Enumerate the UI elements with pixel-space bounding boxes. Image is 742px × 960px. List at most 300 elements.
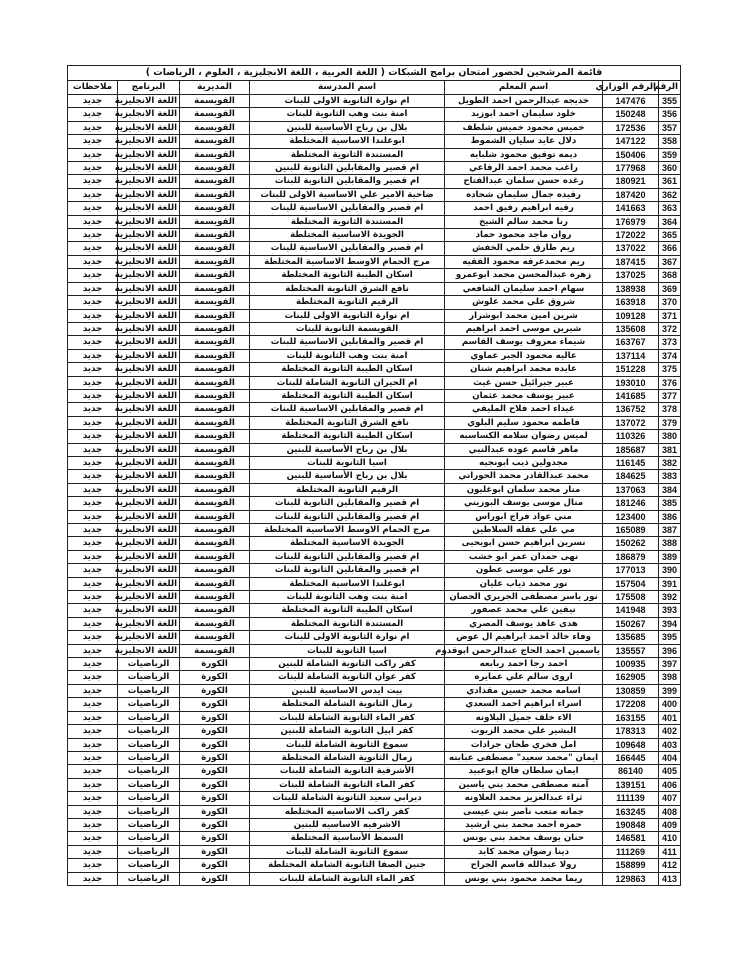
table-row: [68, 269, 681, 282]
school-name-cell: السمط الأساسية المختلطة: [250, 832, 445, 845]
notes-cell: جديد: [68, 363, 118, 376]
notes-cell: جديد: [68, 845, 118, 858]
teacher-name-cell: محمد عبدالقادر محمد الحوراني: [445, 470, 603, 483]
program-cell: اللغة الانجليزية: [118, 591, 180, 604]
ministry-number-cell: 116145: [603, 456, 659, 469]
row-index-cell: 413: [659, 872, 681, 885]
candidates-table: [67, 65, 681, 886]
table-row: [68, 363, 681, 376]
teacher-name-cell: ايمان سلطان فالح ابوعبيد: [445, 765, 603, 778]
table-row: [68, 135, 681, 148]
teacher-name-cell: رولا عبدالله قاسم الجراح: [445, 859, 603, 872]
teacher-name-cell: ريما محمد محمود بني يونس: [445, 872, 603, 885]
school-name-cell: سموع الثانوية الشاملة للبنات: [250, 845, 445, 858]
ministry-number-cell: 187420: [603, 188, 659, 201]
teacher-name-cell: نور محمد ذياب عليان: [445, 577, 603, 590]
ministry-number-cell: 193010: [603, 376, 659, 389]
program-cell: الرياضيات: [118, 684, 180, 697]
teacher-name-cell: فاطمه محمود سليم البلوي: [445, 416, 603, 429]
ministry-number-cell: 158899: [603, 859, 659, 872]
teacher-name-cell: جمانه متعب ناصر بني عيسى: [445, 805, 603, 818]
teacher-name-cell: ماهر قاسم عوده عبدالنبي: [445, 443, 603, 456]
teacher-name-cell: خميس محمود خميس شلطف: [445, 121, 603, 134]
program-cell: الرياضيات: [118, 658, 180, 671]
teacher-name-cell: خديجه عبدالرحمن احمد الطويل: [445, 95, 603, 108]
program-cell: الرياضيات: [118, 751, 180, 764]
school-name-cell: نافع الشرق الثانوية المختلطة: [250, 416, 445, 429]
notes-cell: جديد: [68, 631, 118, 644]
school-name-cell: زمال الثانوية الشاملة المختلطة: [250, 698, 445, 711]
table-row: [68, 604, 681, 617]
row-index-cell: 390: [659, 564, 681, 577]
notes-cell: جديد: [68, 644, 118, 657]
school-name-cell: امنة بنت وهب الثانوية للبنات: [250, 591, 445, 604]
ministry-number-cell: 141685: [603, 389, 659, 402]
table-row: [68, 175, 681, 188]
ministry-number-cell: 163918: [603, 296, 659, 309]
notes-cell: جديد: [68, 604, 118, 617]
ministry-number-cell: 135557: [603, 644, 659, 657]
notes-cell: جديد: [68, 751, 118, 764]
row-index-cell: 375: [659, 363, 681, 376]
ministry-number-cell: 157504: [603, 577, 659, 590]
ministry-number-cell: 178313: [603, 725, 659, 738]
ministry-number-cell: 184625: [603, 470, 659, 483]
ministry-number-cell: 172022: [603, 229, 659, 242]
teacher-name-cell: دلال عايد سليان الشموط: [445, 135, 603, 148]
table-row: [68, 818, 681, 831]
notes-cell: جديد: [68, 818, 118, 831]
row-index-cell: 396: [659, 644, 681, 657]
ministry-number-cell: 86140: [603, 765, 659, 778]
program-cell: اللغة الانجليزية: [118, 456, 180, 469]
directorate-cell: الكورة: [180, 751, 250, 764]
school-name-cell: كفر ابيل الثانوية الشاملة للبنين: [250, 725, 445, 738]
row-index-cell: 357: [659, 121, 681, 134]
row-index-cell: 386: [659, 510, 681, 523]
directorate-cell: القويسمة: [180, 135, 250, 148]
teacher-name-cell: دينا رضوان محمد كايد: [445, 845, 603, 858]
ministry-number-cell: 175508: [603, 591, 659, 604]
school-name-cell: الرقيم الثانوية المختلطة: [250, 296, 445, 309]
program-cell: اللغة الانجليزية: [118, 403, 180, 416]
notes-cell: جديد: [68, 175, 118, 188]
header-directorate: المديرية: [180, 81, 250, 95]
teacher-name-cell: شروق علي محمد علوش: [445, 296, 603, 309]
directorate-cell: الكورة: [180, 845, 250, 858]
table-row: [68, 162, 681, 175]
directorate-cell: الكورة: [180, 805, 250, 818]
ministry-number-cell: 176979: [603, 215, 659, 228]
notes-cell: جديد: [68, 255, 118, 268]
table-body: [68, 95, 681, 886]
directorate-cell: القويسمة: [180, 175, 250, 188]
directorate-cell: القويسمة: [180, 550, 250, 563]
table-row: [68, 430, 681, 443]
directorate-cell: الكورة: [180, 725, 250, 738]
table-row: [68, 725, 681, 738]
program-cell: اللغة الانجليزية: [118, 135, 180, 148]
ministry-number-cell: 111269: [603, 845, 659, 858]
row-index-cell: 408: [659, 805, 681, 818]
notes-cell: جديد: [68, 805, 118, 818]
row-index-cell: 382: [659, 456, 681, 469]
row-index-cell: 394: [659, 617, 681, 630]
table-row: [68, 202, 681, 215]
program-cell: الرياضيات: [118, 818, 180, 831]
row-index-cell: 389: [659, 550, 681, 563]
teacher-name-cell: رغده حسن سلمان عبدالفتاح: [445, 175, 603, 188]
directorate-cell: القويسمة: [180, 389, 250, 402]
teacher-name-cell: روان ماجد محمود حماد: [445, 229, 603, 242]
ministry-number-cell: 163155: [603, 711, 659, 724]
school-name-cell: سموع الثانوية الشاملة للبنات: [250, 738, 445, 751]
directorate-cell: القويسمة: [180, 631, 250, 644]
school-name-cell: امنة بنت وهب الثانوية للبنات: [250, 349, 445, 362]
program-cell: الرياضيات: [118, 738, 180, 751]
table-row: [68, 188, 681, 201]
program-cell: اللغة الانجليزية: [118, 148, 180, 161]
ministry-number-cell: 190848: [603, 818, 659, 831]
table-row: [68, 95, 681, 108]
school-name-cell: كفر الماء الثانوية الشاملة للبنات: [250, 711, 445, 724]
ministry-number-cell: 111139: [603, 792, 659, 805]
ministry-number-cell: 150267: [603, 617, 659, 630]
school-name-cell: ام قصير والمقابلين الاساسية للبنات: [250, 403, 445, 416]
notes-cell: جديد: [68, 617, 118, 630]
ministry-number-cell: 123400: [603, 510, 659, 523]
row-index-cell: 385: [659, 497, 681, 510]
table-row: [68, 255, 681, 268]
directorate-cell: القويسمة: [180, 403, 250, 416]
notes-cell: جديد: [68, 456, 118, 469]
program-cell: اللغة الانجليزية: [118, 309, 180, 322]
table-row: [68, 751, 681, 764]
row-index-cell: 410: [659, 832, 681, 845]
teacher-name-cell: البشير علي محمد الزيوت: [445, 725, 603, 738]
header-school-name: اسم المدرسة: [250, 81, 445, 95]
program-cell: اللغة الانجليزية: [118, 497, 180, 510]
program-cell: الرياضيات: [118, 792, 180, 805]
directorate-cell: القويسمة: [180, 443, 250, 456]
school-name-cell: الجويدة الاساسية المختلطة: [250, 537, 445, 550]
row-index-cell: 392: [659, 591, 681, 604]
program-cell: اللغة الانجليزية: [118, 255, 180, 268]
school-name-cell: ام قصير والمقابلين الاساسية للبنات: [250, 202, 445, 215]
teacher-name-cell: عاليه محمود الجبر عماوي: [445, 349, 603, 362]
program-cell: اللغة الانجليزية: [118, 564, 180, 577]
directorate-cell: الكورة: [180, 698, 250, 711]
program-cell: الرياضيات: [118, 711, 180, 724]
ministry-number-cell: 137114: [603, 349, 659, 362]
teacher-name-cell: غيداء احمد فلاح المليفي: [445, 403, 603, 416]
row-index-cell: 387: [659, 524, 681, 537]
row-index-cell: 411: [659, 845, 681, 858]
program-cell: اللغة الانجليزية: [118, 349, 180, 362]
program-cell: اللغة الانجليزية: [118, 229, 180, 242]
table-row: [68, 510, 681, 523]
teacher-name-cell: وفاء خالد احمد ابراهيم ال عوض: [445, 631, 603, 644]
notes-cell: جديد: [68, 671, 118, 684]
directorate-cell: القويسمة: [180, 336, 250, 349]
school-name-cell: الأشرفية الثانوية الشاملة للبنات: [250, 765, 445, 778]
notes-cell: جديد: [68, 577, 118, 590]
notes-cell: جديد: [68, 859, 118, 872]
notes-cell: جديد: [68, 309, 118, 322]
directorate-cell: القويسمة: [180, 108, 250, 121]
row-index-cell: 381: [659, 443, 681, 456]
directorate-cell: القويسمة: [180, 322, 250, 335]
school-name-cell: نافع الشرق الثانوية المختلطة: [250, 282, 445, 295]
row-index-cell: 393: [659, 604, 681, 617]
notes-cell: جديد: [68, 389, 118, 402]
directorate-cell: الكورة: [180, 778, 250, 791]
teacher-name-cell: عايده محمد ابراهيم شنان: [445, 363, 603, 376]
program-cell: اللغة الانجليزية: [118, 175, 180, 188]
ministry-number-cell: 141948: [603, 604, 659, 617]
table-row: [68, 229, 681, 242]
notes-cell: جديد: [68, 282, 118, 295]
directorate-cell: القويسمة: [180, 363, 250, 376]
teacher-name-cell: راغب محمد احمد الرفاعي: [445, 162, 603, 175]
directorate-cell: الكورة: [180, 792, 250, 805]
notes-cell: جديد: [68, 148, 118, 161]
row-index-cell: 370: [659, 296, 681, 309]
program-cell: الرياضيات: [118, 845, 180, 858]
teacher-name-cell: احمد رجا احمد ربابعه: [445, 658, 603, 671]
school-name-cell: ابوعلندا الاساسية المختلطة: [250, 577, 445, 590]
row-index-cell: 400: [659, 698, 681, 711]
school-name-cell: ام قصير والمقابلين الاساسية للبنات: [250, 242, 445, 255]
header-teacher-name: اسم المعلم: [445, 81, 603, 95]
ministry-number-cell: 166445: [603, 751, 659, 764]
teacher-name-cell: سهام احمد سليمان الشافعي: [445, 282, 603, 295]
school-name-cell: اسكان الطيبة الثانوية المختلطة: [250, 269, 445, 282]
table-row: [68, 591, 681, 604]
school-name-cell: كفر راكب الثانوية الشاملة للبنين: [250, 658, 445, 671]
school-name-cell: المستندة الثانوية المختلطة: [250, 617, 445, 630]
notes-cell: جديد: [68, 162, 118, 175]
school-name-cell: ام قصير والمقابلين الاساسية للبنات: [250, 336, 445, 349]
teacher-name-cell: اسامه محمد حسين مقدادي: [445, 684, 603, 697]
notes-cell: جديد: [68, 698, 118, 711]
teacher-name-cell: مني عواد فراج ابوراس: [445, 510, 603, 523]
notes-cell: جديد: [68, 564, 118, 577]
notes-cell: جديد: [68, 296, 118, 309]
notes-cell: جديد: [68, 403, 118, 416]
table-row: [68, 765, 681, 778]
school-name-cell: ام نوارة الثانوية الاولى للبنات: [250, 309, 445, 322]
directorate-cell: القويسمة: [180, 564, 250, 577]
teacher-name-cell: آمنه مصطفى محمد بني ياسين: [445, 778, 603, 791]
program-cell: اللغة الانجليزية: [118, 363, 180, 376]
notes-cell: جديد: [68, 872, 118, 885]
ministry-number-cell: 137022: [603, 242, 659, 255]
directorate-cell: القويسمة: [180, 162, 250, 175]
teacher-name-cell: مجدولين ذيب ابونجيه: [445, 456, 603, 469]
ministry-number-cell: 151228: [603, 363, 659, 376]
notes-cell: جديد: [68, 108, 118, 121]
header-notes: ملاحظات: [68, 81, 118, 95]
directorate-cell: القويسمة: [180, 416, 250, 429]
ministry-number-cell: 181246: [603, 497, 659, 510]
directorate-cell: الكورة: [180, 765, 250, 778]
school-name-cell: ام قصير والمقابلين الثانوية للبنات: [250, 564, 445, 577]
school-name-cell: زمال الثانوية الشاملة المختلطة: [250, 751, 445, 764]
notes-cell: جديد: [68, 470, 118, 483]
row-index-cell: 363: [659, 202, 681, 215]
table-row: [68, 416, 681, 429]
program-cell: اللغة الانجليزية: [118, 644, 180, 657]
teacher-name-cell: عبير يوسف محمد عثمان: [445, 389, 603, 402]
teacher-name-cell: حنان يوسف محمد بني يونس: [445, 832, 603, 845]
header-row: [68, 81, 681, 95]
table-row: [68, 376, 681, 389]
ministry-number-cell: 163245: [603, 805, 659, 818]
table-row: [68, 483, 681, 496]
table-row: [68, 738, 681, 751]
directorate-cell: القويسمة: [180, 376, 250, 389]
school-name-cell: كفر عوان الثانوية الشاملة للبنات: [250, 671, 445, 684]
table-row: [68, 631, 681, 644]
notes-cell: جديد: [68, 537, 118, 550]
notes-cell: جديد: [68, 443, 118, 456]
school-name-cell: ام الحيران الثانوية الشاملة للبنات: [250, 376, 445, 389]
notes-cell: جديد: [68, 765, 118, 778]
teacher-name-cell: ثراء عبدالعزيز محمد العلاونه: [445, 792, 603, 805]
program-cell: اللغة الانجليزية: [118, 296, 180, 309]
header-ministry-number: الرقم الوزاري: [603, 81, 659, 95]
row-index-cell: 412: [659, 859, 681, 872]
teacher-name-cell: الاء خلف جميل البلاونه: [445, 711, 603, 724]
program-cell: اللغة الانجليزية: [118, 510, 180, 523]
ministry-number-cell: 135608: [603, 322, 659, 335]
table-row: [68, 671, 681, 684]
directorate-cell: القويسمة: [180, 537, 250, 550]
teacher-name-cell: امل فخري طحان جرادات: [445, 738, 603, 751]
program-cell: اللغة الانجليزية: [118, 269, 180, 282]
notes-cell: جديد: [68, 336, 118, 349]
table-row: [68, 698, 681, 711]
ministry-number-cell: 138938: [603, 282, 659, 295]
row-index-cell: 397: [659, 658, 681, 671]
program-cell: اللغة الانجليزية: [118, 336, 180, 349]
table-row: [68, 322, 681, 335]
table-row: [68, 470, 681, 483]
row-index-cell: 379: [659, 416, 681, 429]
program-cell: اللغة الانجليزية: [118, 577, 180, 590]
table-row: [68, 336, 681, 349]
teacher-name-cell: نهى حمدان عمر ابو خشب: [445, 550, 603, 563]
table-row: [68, 550, 681, 563]
table-title: قائمة المرشحين لحضور امتحان برامج الشبكات ( اللغة العربية ، اللغة الانجليزية ، العلوم ، الرياضات ): [68, 66, 681, 81]
directorate-cell: القويسمة: [180, 148, 250, 161]
program-cell: اللغة الانجليزية: [118, 215, 180, 228]
table-row: [68, 778, 681, 791]
ministry-number-cell: 162905: [603, 671, 659, 684]
program-cell: الرياضيات: [118, 765, 180, 778]
ministry-number-cell: 136752: [603, 403, 659, 416]
table-row: [68, 443, 681, 456]
program-cell: الرياضيات: [118, 778, 180, 791]
directorate-cell: الكورة: [180, 711, 250, 724]
teacher-name-cell: ديمه توفيق محمود شلبايه: [445, 148, 603, 161]
candidates-sheet: [67, 65, 680, 886]
directorate-cell: القويسمة: [180, 269, 250, 282]
row-index-cell: 360: [659, 162, 681, 175]
table-row: [68, 859, 681, 872]
school-name-cell: ضاحية الامير علي الاساسية الاولى للبنات: [250, 188, 445, 201]
row-index-cell: 362: [659, 188, 681, 201]
ministry-number-cell: 137063: [603, 483, 659, 496]
table-row: [68, 456, 681, 469]
program-cell: الرياضيات: [118, 671, 180, 684]
notes-cell: جديد: [68, 242, 118, 255]
teacher-name-cell: مي علي عقله السلاطين: [445, 524, 603, 537]
ministry-number-cell: 177013: [603, 564, 659, 577]
table-row: [68, 564, 681, 577]
school-name-cell: اسكان الطيبة الثانوية المختلطة: [250, 389, 445, 402]
row-index-cell: 399: [659, 684, 681, 697]
program-cell: اللغة الانجليزية: [118, 202, 180, 215]
ministry-number-cell: 137025: [603, 269, 659, 282]
school-name-cell: جنين الصفا الثانوية الشاملة المختلطة: [250, 859, 445, 872]
ministry-number-cell: 135685: [603, 631, 659, 644]
table-row: [68, 309, 681, 322]
table-row: [68, 845, 681, 858]
directorate-cell: القويسمة: [180, 121, 250, 134]
table-row: [68, 108, 681, 121]
directorate-cell: القويسمة: [180, 296, 250, 309]
teacher-name-cell: اسراء ابراهيم احمد السعدي: [445, 698, 603, 711]
teacher-name-cell: حمزه احمد محمد بني ارشيد: [445, 818, 603, 831]
directorate-cell: القويسمة: [180, 497, 250, 510]
directorate-cell: القويسمة: [180, 524, 250, 537]
program-cell: اللغة الانجليزية: [118, 537, 180, 550]
school-name-cell: مرج الحمام الاوسط الاساسية المختلطة: [250, 524, 445, 537]
table-row: [68, 148, 681, 161]
row-index-cell: 402: [659, 725, 681, 738]
table-row: [68, 524, 681, 537]
directorate-cell: القويسمة: [180, 470, 250, 483]
header-program: البرنامج: [118, 81, 180, 95]
school-name-cell: ام قصير والمقابلين الثانوية للبنات: [250, 175, 445, 188]
row-index-cell: 406: [659, 778, 681, 791]
program-cell: اللغة الانجليزية: [118, 322, 180, 335]
program-cell: اللغة الانجليزية: [118, 162, 180, 175]
school-name-cell: كفر الماء الثانوية الشاملة للبنات: [250, 872, 445, 885]
teacher-name-cell: شرين امين محمد ابوشرار: [445, 309, 603, 322]
table-row: [68, 282, 681, 295]
program-cell: اللغة الانجليزية: [118, 430, 180, 443]
table-row: [68, 121, 681, 134]
school-name-cell: بلال بن رباح الأساسية للبنين: [250, 443, 445, 456]
directorate-cell: القويسمة: [180, 604, 250, 617]
table-row: [68, 577, 681, 590]
teacher-name-cell: نيفين علي محمد عصفور: [445, 604, 603, 617]
notes-cell: جديد: [68, 725, 118, 738]
directorate-cell: الكورة: [180, 872, 250, 885]
program-cell: الرياضيات: [118, 872, 180, 885]
row-index-cell: 403: [659, 738, 681, 751]
notes-cell: جديد: [68, 550, 118, 563]
notes-cell: جديد: [68, 497, 118, 510]
directorate-cell: الكورة: [180, 658, 250, 671]
directorate-cell: القويسمة: [180, 282, 250, 295]
row-index-cell: 361: [659, 175, 681, 188]
notes-cell: جديد: [68, 135, 118, 148]
directorate-cell: الكورة: [180, 818, 250, 831]
